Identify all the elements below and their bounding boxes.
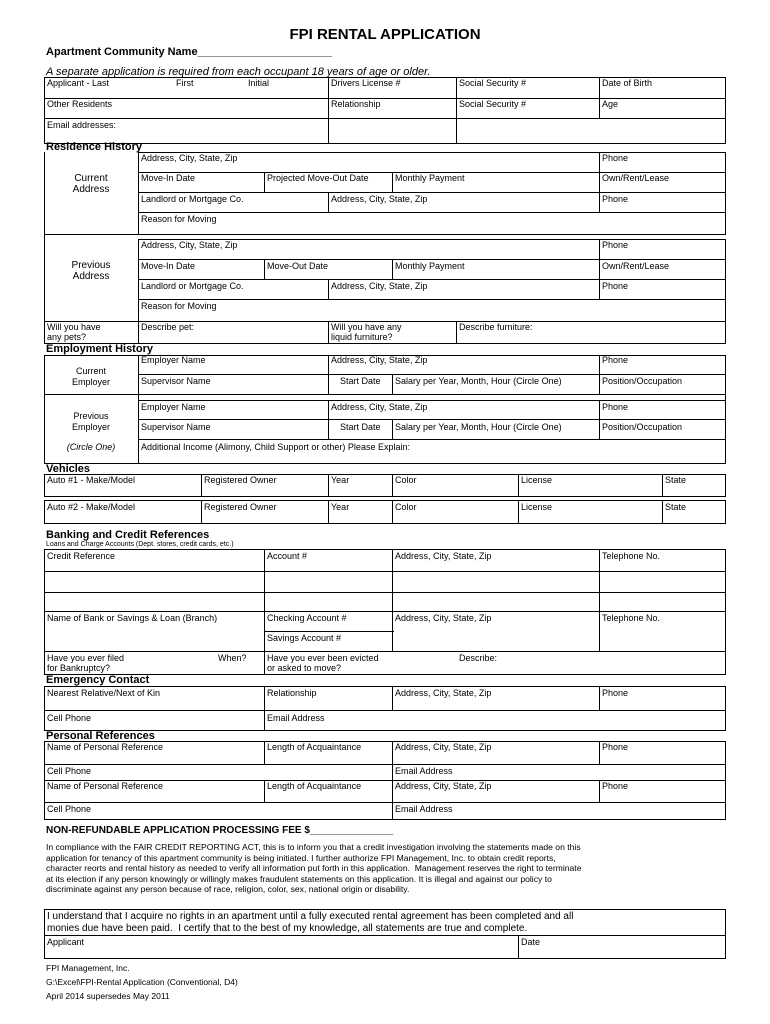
vehicles-heading: Vehicles bbox=[46, 463, 91, 475]
occupant-note: A separate application is required from each occupant 18 years of age or older. bbox=[46, 66, 431, 78]
resident-ssn-field[interactable]: Social Security # bbox=[459, 99, 527, 109]
current-employer-name-field[interactable]: Employer Name bbox=[141, 355, 206, 365]
current-reason-field[interactable]: Reason for Moving bbox=[141, 214, 217, 224]
projected-move-out-field[interactable]: Projected Move-Out Date bbox=[267, 173, 369, 183]
auto2-state-field[interactable]: State bbox=[665, 502, 687, 512]
previous-move-out-field[interactable]: Move-Out Date bbox=[267, 261, 329, 271]
credit-address-field[interactable]: Address, City, State, Zip bbox=[395, 551, 492, 561]
current-phone-field[interactable]: Phone bbox=[602, 153, 629, 163]
residence-history-heading: Residence History bbox=[46, 141, 142, 153]
previous-landlord-phone-field[interactable]: Phone bbox=[602, 281, 629, 291]
checking-account-field[interactable]: Checking Account # bbox=[267, 613, 347, 623]
banking-subheading: Loans and Charge Accounts (Dept. stores, credit cards, etc.) bbox=[46, 541, 234, 548]
reference1-name-field[interactable]: Name of Personal Reference bbox=[47, 742, 164, 752]
eviction-describe-field[interactable]: Describe: bbox=[459, 653, 498, 663]
banking-heading: Banking and Credit References bbox=[46, 529, 210, 541]
eviction-question: Have you ever been evicted or asked to move? bbox=[267, 653, 379, 673]
previous-reason-field[interactable]: Reason for Moving bbox=[141, 301, 217, 311]
circle-one-label: (Circle One) bbox=[66, 442, 116, 452]
employment-history-heading: Employment History bbox=[46, 343, 153, 355]
current-monthly-payment-field[interactable]: Monthly Payment bbox=[395, 173, 465, 183]
previous-position-field[interactable]: Position/Occupation bbox=[602, 422, 683, 432]
applicant-first-field[interactable]: First bbox=[176, 78, 194, 88]
auto1-owner-field[interactable]: Registered Owner bbox=[204, 475, 277, 485]
bank-name-field[interactable]: Name of Bank or Savings & Loan (Branch) bbox=[47, 613, 218, 623]
additional-income-field[interactable]: Additional Income (Alimony, Child Support or other) Please Explain: bbox=[141, 442, 410, 452]
auto1-year-field[interactable]: Year bbox=[331, 475, 350, 485]
previous-employer-name-field[interactable]: Employer Name bbox=[141, 402, 206, 412]
auto2-license-field[interactable]: License bbox=[521, 502, 553, 512]
signature-date-field[interactable]: Date bbox=[521, 937, 541, 947]
reference1-phone-field[interactable]: Phone bbox=[602, 742, 629, 752]
auto1-license-field[interactable]: License bbox=[521, 475, 553, 485]
bankruptcy-when-field[interactable]: When? bbox=[218, 653, 247, 663]
personal-references-heading: Personal References bbox=[46, 730, 155, 742]
community-name-field[interactable]: Apartment Community Name______________________ bbox=[46, 46, 333, 58]
current-position-field[interactable]: Position/Occupation bbox=[602, 376, 683, 386]
current-landlord-phone-field[interactable]: Phone bbox=[602, 194, 629, 204]
previous-start-date-field[interactable]: Start Date bbox=[340, 422, 381, 432]
previous-phone-field[interactable]: Phone bbox=[602, 240, 629, 250]
page-title: FPI RENTAL APPLICATION bbox=[289, 26, 481, 43]
previous-supervisor-field[interactable]: Supervisor Name bbox=[141, 422, 211, 432]
date-of-birth-field[interactable]: Date of Birth bbox=[602, 78, 653, 88]
applicant-signature-field[interactable]: Applicant bbox=[47, 937, 85, 947]
emergency-address-field[interactable]: Address, City, State, Zip bbox=[395, 688, 492, 698]
footer-company: FPI Management, Inc. bbox=[46, 963, 130, 973]
current-salary-field[interactable]: Salary per Year, Month, Hour (Circle One) bbox=[395, 376, 562, 386]
bank-address-field[interactable]: Address, City, State, Zip bbox=[395, 613, 492, 623]
emergency-relationship-field[interactable]: Relationship bbox=[267, 688, 317, 698]
reference1-cell-field[interactable]: Cell Phone bbox=[47, 766, 92, 776]
emergency-contact-heading: Emergency Contact bbox=[46, 674, 150, 686]
auto2-year-field[interactable]: Year bbox=[331, 502, 350, 512]
footer-file-path: G:\Excel\FPI-Rental Application (Conventional, D4) bbox=[46, 977, 238, 987]
footer-revision: April 2014 supersedes May 2011 bbox=[46, 991, 170, 1001]
applicant-last-field[interactable]: Applicant - Last bbox=[47, 78, 110, 88]
credit-account-field[interactable]: Account # bbox=[267, 551, 308, 561]
reference1-address-field[interactable]: Address, City, State, Zip bbox=[395, 742, 492, 752]
previous-address-label: Previous Address bbox=[71, 260, 111, 282]
credit-reference-field[interactable]: Credit Reference bbox=[47, 551, 116, 561]
other-residents-field[interactable]: Other Residents bbox=[47, 99, 113, 109]
applicant-initial-field[interactable]: Initial bbox=[248, 78, 270, 88]
current-landlord-field[interactable]: Landlord or Mortgage Co. bbox=[141, 194, 244, 204]
current-start-date-field[interactable]: Start Date bbox=[340, 376, 381, 386]
auto1-color-field[interactable]: Color bbox=[395, 475, 417, 485]
auto2-color-field[interactable]: Color bbox=[395, 502, 417, 512]
reference2-address-field[interactable]: Address, City, State, Zip bbox=[395, 781, 492, 791]
previous-landlord-address-field[interactable]: Address, City, State, Zip bbox=[331, 281, 428, 291]
bank-telephone-field[interactable]: Telephone No. bbox=[602, 613, 661, 623]
previous-own-rent-field[interactable]: Own/Rent/Lease bbox=[602, 261, 670, 271]
previous-employer-label: Previous Employer bbox=[71, 411, 110, 432]
previous-monthly-payment-field[interactable]: Monthly Payment bbox=[395, 261, 465, 271]
current-address-label: Current Address bbox=[72, 173, 110, 195]
bankruptcy-question: Have you ever filed for Bankruptcy? bbox=[47, 653, 125, 673]
reference2-cell-field[interactable]: Cell Phone bbox=[47, 804, 92, 814]
previous-employer-phone-field[interactable]: Phone bbox=[602, 402, 629, 412]
emergency-cell-field[interactable]: Cell Phone bbox=[47, 713, 92, 723]
current-address-field[interactable]: Address, City, State, Zip bbox=[141, 153, 238, 163]
previous-landlord-field[interactable]: Landlord or Mortgage Co. bbox=[141, 281, 244, 291]
reference1-length-field[interactable]: Length of Acquaintance bbox=[267, 742, 362, 752]
describe-pet-field[interactable]: Describe pet: bbox=[141, 322, 195, 332]
age-field[interactable]: Age bbox=[602, 99, 619, 109]
current-employer-address-field[interactable]: Address, City, State, Zip bbox=[331, 355, 428, 365]
relationship-field[interactable]: Relationship bbox=[331, 99, 381, 109]
reference2-phone-field[interactable]: Phone bbox=[602, 781, 629, 791]
application-fee-field[interactable]: NON-REFUNDABLE APPLICATION PROCESSING FEE $_______________ bbox=[46, 825, 394, 836]
current-move-in-field[interactable]: Move-In Date bbox=[141, 173, 196, 183]
reference2-length-field[interactable]: Length of Acquaintance bbox=[267, 781, 362, 791]
acknowledgement-text: I understand that I acquire no rights in an apartment until a fully executed rental agreement has been completed and all monies due have been paid. I certify that to the best of my knowledge, all statements are true and complete. bbox=[47, 911, 574, 934]
auto1-make-model-field[interactable]: Auto #1 - Make/Model bbox=[47, 475, 136, 485]
emergency-name-field[interactable]: Nearest Relative/Next of Kin bbox=[47, 688, 161, 698]
pets-question: Will you have any pets? bbox=[47, 322, 101, 342]
describe-furniture-field[interactable]: Describe furniture: bbox=[459, 322, 533, 332]
drivers-license-field[interactable]: Drivers License # bbox=[331, 78, 401, 88]
previous-address-field[interactable]: Address, City, State, Zip bbox=[141, 240, 238, 250]
emergency-phone-field[interactable]: Phone bbox=[602, 688, 629, 698]
previous-salary-field[interactable]: Salary per Year, Month, Hour (Circle One) bbox=[395, 422, 562, 432]
savings-account-field[interactable]: Savings Account # bbox=[267, 633, 342, 643]
current-employer-label: Current Employer bbox=[71, 366, 110, 387]
current-own-rent-field[interactable]: Own/Rent/Lease bbox=[602, 173, 670, 183]
reference1-email-field[interactable]: Email Address bbox=[395, 766, 453, 776]
credit-telephone-field[interactable]: Telephone No. bbox=[602, 551, 661, 561]
current-employer-phone-field[interactable]: Phone bbox=[602, 355, 629, 365]
reference2-email-field[interactable]: Email Address bbox=[395, 804, 453, 814]
previous-move-in-field[interactable]: Move-In Date bbox=[141, 261, 196, 271]
email-addresses-field[interactable]: Email addresses: bbox=[47, 120, 117, 130]
auto2-make-model-field[interactable]: Auto #2 - Make/Model bbox=[47, 502, 136, 512]
liquid-furniture-question: Will you have any liquid furniture? bbox=[331, 322, 402, 342]
auto2-owner-field[interactable]: Registered Owner bbox=[204, 502, 277, 512]
current-landlord-address-field[interactable]: Address, City, State, Zip bbox=[331, 194, 428, 204]
previous-employer-address-field[interactable]: Address, City, State, Zip bbox=[331, 402, 428, 412]
reference2-name-field[interactable]: Name of Personal Reference bbox=[47, 781, 164, 791]
applicant-ssn-field[interactable]: Social Security # bbox=[459, 78, 527, 88]
emergency-email-field[interactable]: Email Address bbox=[267, 713, 325, 723]
fcra-disclosure: In compliance with the FAIR CREDIT REPORTING ACT, this is to inform you that a credit investigation involving the statements made on this application for tenancy of this apartment community is being initiated. I further authorize FPI Management, Inc. to obtain credit reports, character reorts and rental history as needed to verify all information put forth in this application. Management reserves the right to terminate at its election if any person knowingly or willingly makes fraudulent statements on this application. It is illegal and against our policy to discriminate against any person because of race, religion, color, sex, national origin or disability. bbox=[46, 842, 582, 894]
current-supervisor-field[interactable]: Supervisor Name bbox=[141, 376, 211, 386]
auto1-state-field[interactable]: State bbox=[665, 475, 687, 485]
